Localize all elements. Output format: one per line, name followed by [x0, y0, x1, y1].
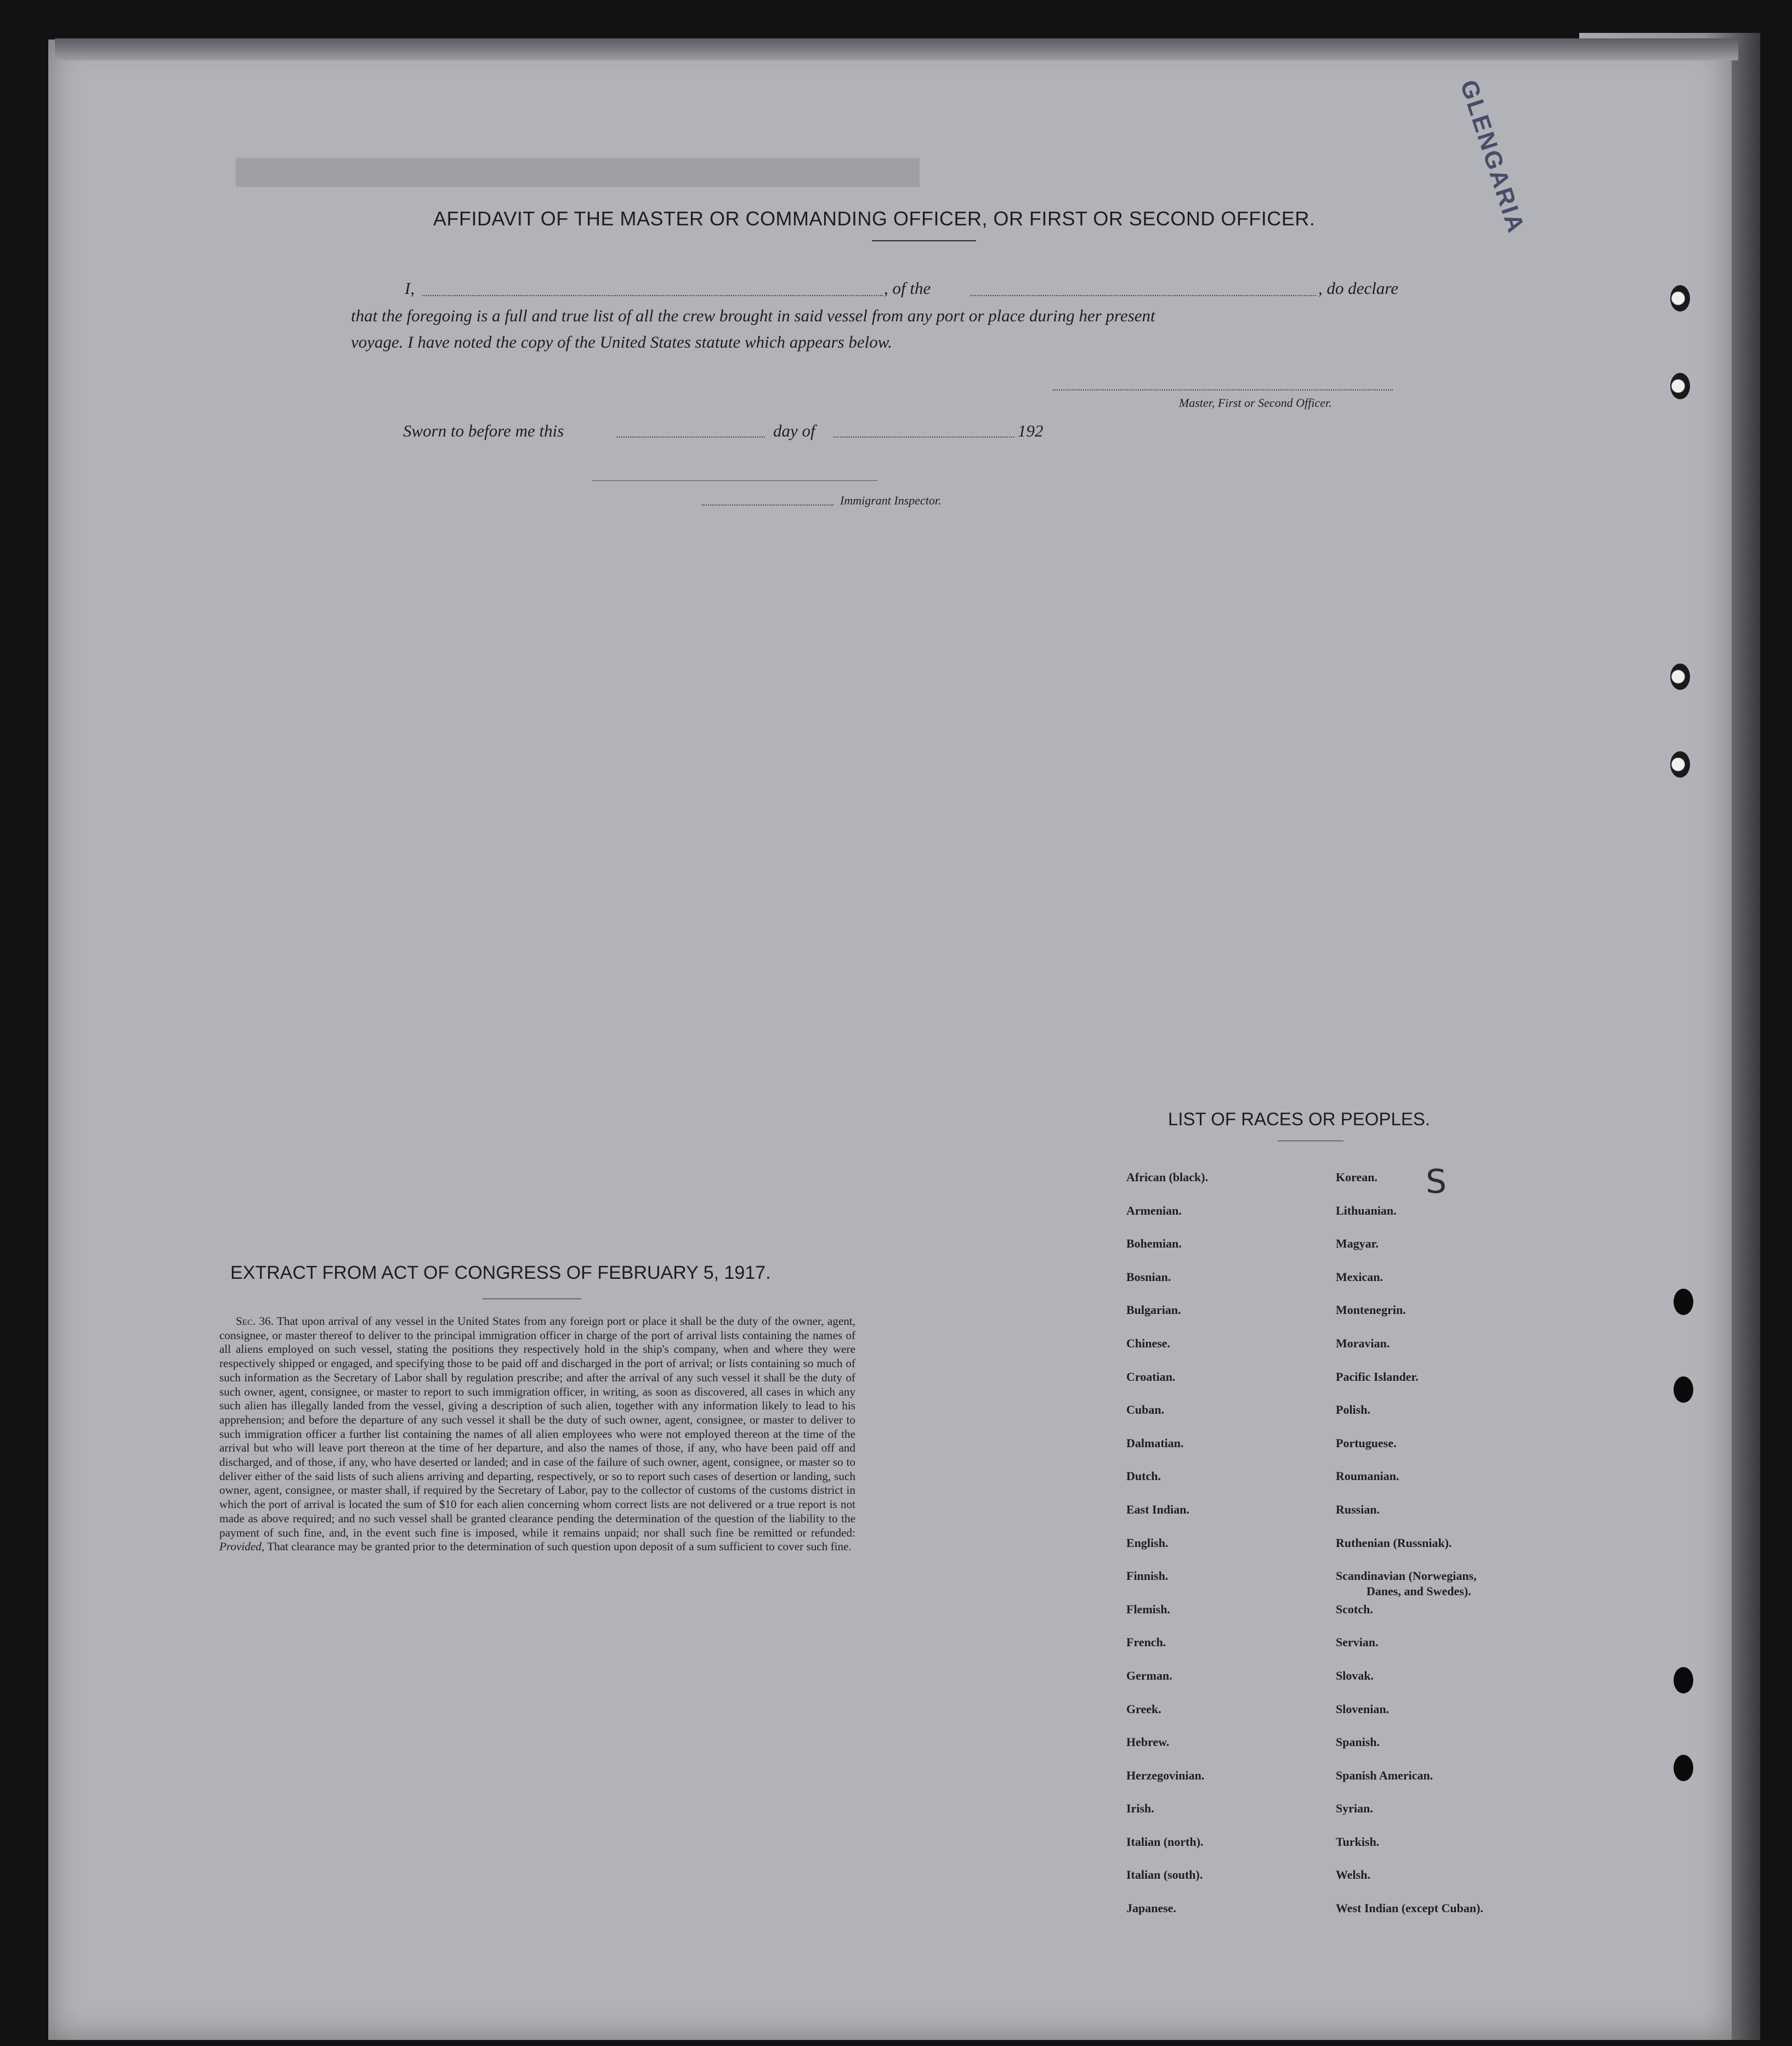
affidavit-of-the: , of the: [884, 279, 931, 298]
race-item: Spanish.: [1336, 1735, 1380, 1749]
punch-hole: [1670, 664, 1690, 690]
officer-signature-label: Master, First or Second Officer.: [1179, 396, 1332, 410]
punch-hole: [1674, 1289, 1693, 1315]
race-item: Herzegovinian.: [1126, 1768, 1205, 1782]
race-item: East Indian.: [1126, 1502, 1189, 1516]
race-item: Moravian.: [1336, 1336, 1390, 1350]
provided-word: Provided,: [219, 1540, 265, 1554]
race-item: Bulgarian.: [1126, 1303, 1181, 1317]
affidavit-line-3: voyage. I have noted the copy of the United States statute which appears below.: [351, 332, 892, 352]
extract-text: [219, 1314, 855, 1554]
sworn-month-field[interactable]: [833, 437, 1014, 438]
race-item: Greek.: [1126, 1702, 1161, 1716]
race-item: West Indian (except Cuban).: [1336, 1901, 1483, 1915]
races-list-left: [1126, 1170, 1208, 1935]
race-item: English.: [1126, 1535, 1169, 1550]
vessel-name-field[interactable]: [971, 295, 1316, 296]
race-item: Japanese.: [1126, 1901, 1177, 1915]
sworn-text: Sworn to before me this: [403, 421, 564, 440]
race-item: [1336, 1569, 1483, 1602]
punch-hole: [1674, 1755, 1693, 1781]
race-item: Korean.: [1336, 1170, 1377, 1184]
affidavit-declare: , do declare: [1318, 279, 1399, 298]
extract-body-2: That clearance may be granted prior to the determination of such question upon deposit of a sum sufficient to cover such fine.: [267, 1540, 852, 1554]
race-item: Montenegrin.: [1336, 1303, 1406, 1317]
bleed-through-heading: ████████████████████████████████████████: [236, 160, 920, 186]
race-item: Bohemian.: [1126, 1237, 1182, 1251]
race-item-text: Scandinavian (Norwegians,: [1336, 1569, 1477, 1583]
race-item: African (black).: [1126, 1170, 1209, 1184]
race-item: Slovenian.: [1336, 1702, 1390, 1716]
race-item: Pacific Islander.: [1336, 1369, 1419, 1384]
page-top-binding: [55, 38, 1738, 60]
races-title: LIST OF RACES OR PEOPLES.: [1168, 1109, 1431, 1129]
race-item: Hebrew.: [1126, 1735, 1170, 1749]
race-item: Russian.: [1336, 1502, 1380, 1516]
punch-hole: [1674, 1376, 1693, 1403]
race-item: Flemish.: [1126, 1602, 1171, 1616]
punch-hole: [1670, 751, 1690, 778]
inspector-label: Immigrant Inspector.: [840, 494, 942, 507]
punch-hole: [1670, 285, 1690, 311]
affidavit-title: AFFIDAVIT OF THE MASTER OR COMMANDING OFFICER, OR FIRST OR SECOND OFFICER.: [433, 207, 1315, 230]
race-item: Magyar.: [1336, 1237, 1379, 1251]
race-item: Dalmatian.: [1126, 1436, 1184, 1450]
section-label: Sec. 36.: [236, 1314, 274, 1328]
race-item: Bosnian.: [1126, 1269, 1171, 1284]
extract-title: EXTRACT FROM ACT OF CONGRESS OF FEBRUARY 5, 1917.: [230, 1262, 771, 1283]
officer-signature-field[interactable]: [1053, 389, 1393, 390]
race-item: Polish.: [1336, 1403, 1370, 1417]
race-item: Portuguese.: [1336, 1436, 1397, 1450]
year-prefix: 192: [1018, 421, 1044, 440]
race-item: Turkish.: [1336, 1834, 1380, 1849]
sworn-day-field[interactable]: [617, 437, 765, 438]
affidavit-line-2: that the foregoing is a full and true list of all the crew brought in said vessel from any port or place during her present: [351, 306, 1155, 325]
race-item: French.: [1126, 1635, 1166, 1650]
race-item: Slovak.: [1336, 1668, 1374, 1682]
title-underline: [872, 240, 976, 241]
ship-name-stamp: GLENGARIA: [1455, 77, 1530, 237]
race-item: Cuban.: [1126, 1403, 1165, 1417]
affidavit-i: I,: [405, 279, 415, 298]
race-item: Roumanian.: [1336, 1469, 1399, 1483]
day-of-text: day of: [773, 421, 815, 440]
race-item: Syrian.: [1336, 1801, 1373, 1816]
race-item: Armenian.: [1126, 1203, 1182, 1217]
race-item: Croatian.: [1126, 1369, 1176, 1384]
punch-hole: [1674, 1667, 1693, 1693]
race-item: Chinese.: [1126, 1336, 1171, 1350]
master-name-field[interactable]: [422, 295, 883, 296]
race-item: Spanish American.: [1336, 1768, 1433, 1782]
race-item: Italian (south).: [1126, 1868, 1203, 1882]
race-item: Italian (north).: [1126, 1834, 1204, 1849]
race-item: Dutch.: [1126, 1469, 1161, 1483]
race-item: Scotch.: [1336, 1602, 1373, 1616]
race-item: Finnish.: [1126, 1569, 1169, 1583]
race-item: German.: [1126, 1668, 1172, 1682]
inspector-dash: [592, 480, 877, 481]
race-item-continuation: Danes, and Swedes).: [1366, 1584, 1471, 1599]
race-item: Welsh.: [1336, 1868, 1370, 1882]
race-item: Mexican.: [1336, 1269, 1383, 1284]
extract-body-1: That upon arrival of any vessel in the United States from any foreign port or place it shall be the duty of the owner, agent, consignee, or master thereof to deliver to the principal immigration officer in charge of the port of arrival lists containing the names of all aliens employed on such vessel, stating the positions they respectively hold in the ship's company, when and where they were respectively shipped or engaged, and specifying those to be paid off and discharged in the port of arrival; or lists containing so much of such information as the Secretary of Labor shall by regulation prescribe; and after the arrival of any such vessel it shall be the duty of such owner, agent, consignee, or master to report to such immigration officer, in writing, as soon as discovered, all cases in which any such alien has illegally landed from the vessel, giving a description of such alien, together with any information likely to lead to his apprehension; and before the departure of any such vessel it shall be the duty of such owner, agent, consignee, or master to deliver to such immigration officer a further list containing the names of all alien employees who were not employed thereon at the time of the arrival but who will leave port thereon at the time of her departure, and also the names of those, if any, who have been paid off and discharged, and of those, if any, who have deserted or landed; and in case of the failure of such owner, agent, consignee, or master so to deliver either of the said lists of such aliens arriving and departing, respectively, or so to report such cases of desertion or landing, such owner, agent, consignee, or master shall, if required by the Secretary of Labor, pay to the collector of customs of the customs district in which the port of arrival is located the sum of $10 for each alien concerning whom correct lists are not delivered or a true report is not made as above required; and no such vessel shall be granted clearance pending the determination of the question of the liability to the payment of such fine, and, in the event such fine is imposed, while it remains unpaid; nor shall such fine be remitted or refunded:: [219, 1314, 856, 1539]
handwritten-mark: S: [1426, 1163, 1447, 1201]
punch-hole: [1670, 373, 1690, 399]
races-list-right: [1336, 1170, 1483, 1935]
race-item: Ruthenian (Russniak).: [1336, 1535, 1452, 1550]
inspector-signature-field[interactable]: [702, 505, 833, 506]
race-item: Irish.: [1126, 1801, 1154, 1816]
race-item: Servian.: [1336, 1635, 1379, 1650]
race-item: Lithuanian.: [1336, 1203, 1397, 1217]
